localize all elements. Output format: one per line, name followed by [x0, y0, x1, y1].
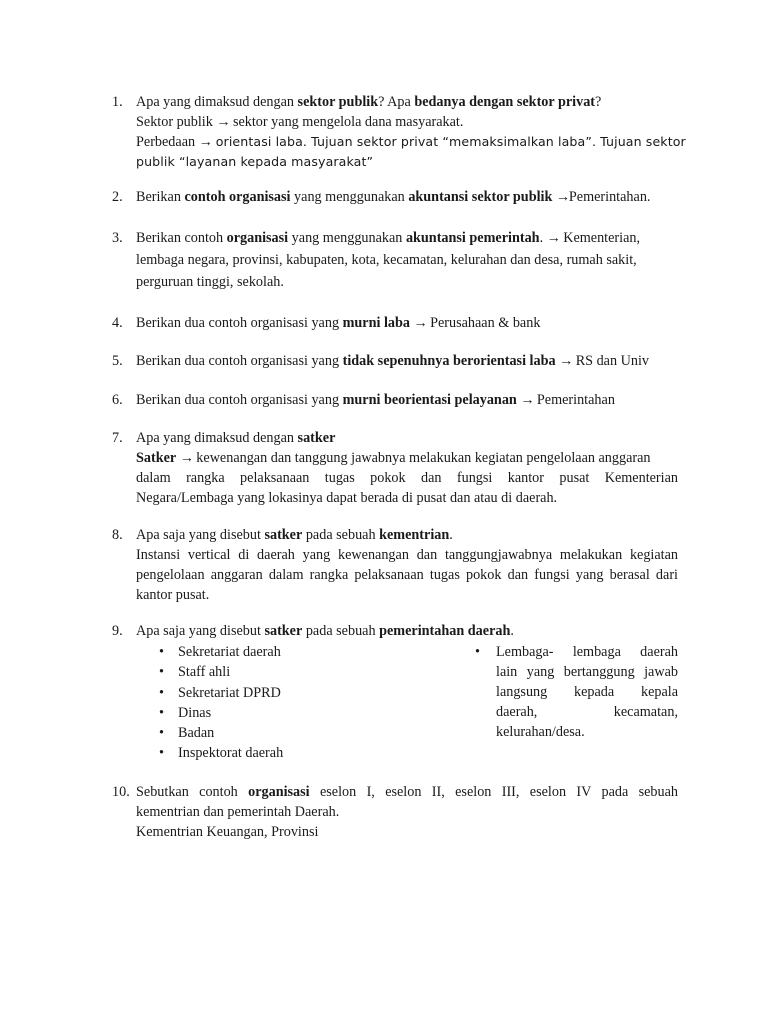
question-text: Berikan dua contoh organisasi yang murni laba → Perusahaan & bank [136, 315, 541, 331]
arrow-icon: → [520, 392, 535, 408]
satker-list-left [156, 642, 416, 764]
bullet-icon: • [159, 704, 164, 721]
question-number: 3. [112, 230, 123, 246]
question-number: 4. [112, 315, 123, 331]
bullet-icon: • [475, 644, 480, 660]
question-number: 10. [112, 784, 130, 800]
question-text: Berikan contoh organisasi yang menggunakan akuntansi pemerintah. → Kementerian, [136, 227, 678, 249]
answer-line: lembaga negara, provinsi, kabupaten, kota, kecamatan, kelurahan dan desa, rumah sakit, [136, 252, 637, 268]
bullet-icon: • [159, 725, 164, 742]
arrow-icon: → [198, 134, 213, 150]
satker-list-right [472, 642, 678, 742]
arrow-icon: → [413, 315, 428, 331]
list-item: • Staff ahli [159, 664, 231, 681]
bullet-icon: • [159, 684, 164, 701]
answer-line: kantor pusat. [136, 587, 210, 603]
answer-line: dalam rangka pelaksanaan tugas pokok dan fungsi kantor pusat Kementerian [136, 470, 678, 486]
question-number: 7. [112, 430, 123, 446]
answer-line: Sektor publik → sektor yang mengelola dana masyarakat. [136, 114, 464, 130]
question-3 [112, 227, 678, 293]
question-number: 6. [112, 392, 123, 408]
bullet-icon: • [159, 644, 164, 660]
question-text: Apa saja yang disebut satker pada sebuah pemerintahan daerah. [136, 623, 514, 639]
answer-line: pengelolaan anggaran dalam rangka pelaksanaan tugas pokok dan fungsi yang berasal dari [136, 567, 678, 583]
question-9 [112, 621, 678, 641]
arrow-icon: → [216, 114, 231, 130]
question-8 [112, 525, 678, 605]
question-text: Berikan dua contoh organisasi yang murni beorientasi pelayanan → Pemerintahan [136, 392, 615, 408]
question-number: 1. [112, 94, 123, 110]
question-text: Apa yang dimaksud dengan sektor publik? Apa bedanya dengan sektor privat? [136, 94, 602, 110]
question-number: 5. [112, 353, 123, 369]
arrow-icon: → [555, 189, 571, 205]
question-4 [112, 313, 678, 333]
answer-line: Instansi vertical di daerah yang kewenangan dan tanggungjawabnya melakukan kegiatan [136, 547, 678, 563]
question-text: Sebutkan contoh organisasi eselon I, eselon II, eselon III, eselon IV pada sebuah [136, 784, 678, 800]
bullet-icon: • [159, 745, 164, 762]
question-number: 2. [112, 189, 123, 205]
arrow-icon: → [179, 450, 194, 466]
list-item: • Badan [159, 725, 215, 742]
question-text: Berikan dua contoh organisasi yang tidak sepenuhnya berorientasi laba → RS dan Univ [136, 353, 649, 369]
arrow-icon: → [559, 353, 574, 369]
answer-line: Kementrian Keuangan, Provinsi [136, 824, 319, 840]
list-item: • Inspektorat daerah [159, 745, 284, 762]
question-text: kementrian dan pemerintah Daerah. [136, 804, 340, 820]
answer-line: perguruan tinggi, sekolah. [136, 274, 284, 290]
question-2 [112, 187, 678, 207]
list-item: • Sekretariat daerah [159, 644, 281, 660]
question-1 [112, 92, 686, 172]
question-7 [112, 428, 678, 508]
list-item: • Sekretariat DPRD [159, 684, 281, 701]
arrow-icon: → [546, 230, 561, 246]
list-item: Lembaga- lembaga daerah lain yang bertanggung jawab langsung kepada kepala daerah, kecamatan, kelurahan/desa. [496, 644, 678, 740]
question-6 [112, 390, 678, 410]
question-text: Apa saja yang disebut satker pada sebuah kementrian. [136, 527, 453, 543]
answer-line: Satker → kewenangan dan tanggung jawabnya melakukan kegiatan pengelolaan anggaran [136, 450, 651, 466]
question-number: 8. [112, 527, 123, 543]
answer-line: Negara/Lembaga yang lokasinya dapat berada di pusat dan atau di daerah. [136, 490, 558, 506]
question-number: 9. [112, 623, 123, 639]
question-10 [112, 782, 678, 842]
question-text: Apa yang dimaksud dengan satker [136, 430, 336, 446]
answer-line: publik “layanan kepada masyarakat” [136, 154, 374, 169]
question-5 [112, 351, 678, 371]
answer-line: Perbedaan → orientasi laba. Tujuan sektor privat “memaksimalkan laba”. Tujuan sektor [136, 134, 686, 150]
bullet-icon: • [159, 664, 164, 681]
question-text: Berikan contoh organisasi yang menggunakan akuntansi sektor publik →Pemerintahan. [136, 189, 651, 205]
list-item: • Dinas [159, 704, 212, 721]
